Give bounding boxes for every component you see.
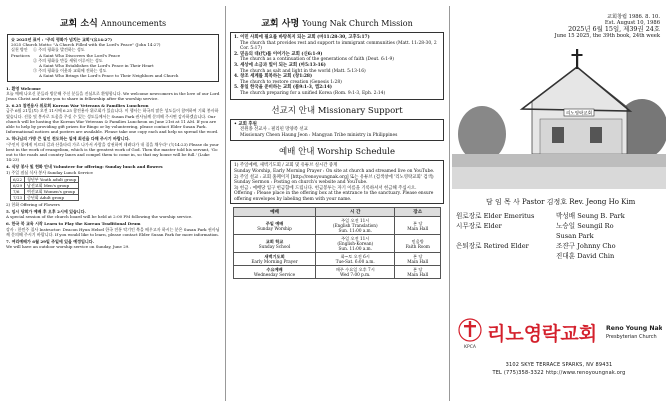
table-row [234,235,441,253]
mission-en: The church to restore creation (Genesis 1:28) [240,79,342,85]
bulletin-date-ko: 2025년 6월 15일, 제39권 24호 [568,25,660,34]
mission-item [234,85,440,96]
mission-item [234,35,440,52]
church-building-image [452,39,666,189]
pastor-line: 담 임 목 사 Pastor 김정호 Rev. Jeong Ho Kim [486,197,636,206]
staff-row [456,251,666,261]
cell: 본 당 [413,254,423,260]
motto-title-en: 2025 Church Motto: "A Church Filled with the Lord's Peace" (John 14:27) [11,42,161,48]
staff-name: 노승일 Seungil Ro [556,221,614,230]
cell: 남선교회 Men's group [24,182,78,188]
cell: 수요예배 [266,267,283,273]
motto-practice [11,47,215,78]
staff-role: 시무장로 Elder [456,221,502,230]
mission-item [234,52,440,63]
schedule-note: Sunday Sermon : Posting on church's website and YouTube. [234,180,368,186]
heading-en: Announcements [100,19,167,28]
announcements-column [4,0,222,407]
service-time [316,266,395,279]
cell: Main Hall [407,225,429,231]
practice-3: ③ 주의 평화를 이웃과 교회에 전하는 성도 [33,68,107,74]
staff-role: 은퇴장로 Retired Elder [456,241,529,250]
table-row [234,217,441,235]
table-row [11,194,79,200]
announcement-7 [6,239,220,249]
cell: 7/6 [11,188,25,194]
announcement-title: 5. 임시 당회가 예배 후 오후 2시에 있습니다. [6,209,86,215]
schedule-notes [230,160,444,204]
practice-1: ① 주의 평화를 발견하는 성도 [33,47,85,53]
table-row [234,266,441,279]
cell: Wednesday Service [253,272,296,278]
bulletin-date-en: June 15 2025, the 39th book, 24th week [554,32,660,39]
column-header: 예배 [234,208,316,217]
staff-name: 조쟌구 Johnny Cho [556,241,616,250]
mission-en: The church preparing for a unified Korea (Rom. 9:1-3, Eph. 2:14) [240,90,386,96]
cell: Sun. 11:00 a.m. [338,246,372,252]
table-row [234,253,441,266]
mission-ko: 3. 세상에 소금과 빛이 되는 교회 (마5:13-16) [234,62,326,68]
heading-en: Young Nak Church Mission [302,19,413,28]
cell: 새벽기도회 [264,254,285,260]
bulletin-info [452,14,666,39]
announcement-title: 7. 여리예배가 6월 29일 주일에 있을 예정입니다. [6,239,94,245]
service-name [234,235,316,253]
announcement-title: 4. 식당 봉사 및 헌화 안내 Volunteer for offering: Sunday lunch and flowers [6,164,163,170]
practice-2-en: A Saint Who Establishes the Lord's Peace in Their Heart [39,63,154,69]
cell: Sun. 11:00 a.m. [338,228,372,234]
church-address: 3102 SKYE TERRACE SPARKS, NV 89431 [505,362,613,368]
schedule-note: Sunday Worship, Early Morning Prayer : On site at church and streamed live on YouTube. [234,168,435,174]
heading-ko: 예배 안내 [278,147,315,158]
logo-seal-text: KPCA [464,345,476,350]
table-header-row [234,208,441,217]
cell: 여선교회 Women's group [24,188,78,194]
cell: Early Morning Prayer [251,259,298,265]
practice-1-en: A Saint Who Discovers the Lord's Peace [39,52,121,58]
cell: Tue-Sat. 6:00 a.m. [335,259,375,265]
announcement-2 [6,103,220,134]
church-contact: TEL (775)358-3322 http://www.renoyoungnak.org [492,370,626,376]
service-place [395,253,441,266]
practice-3-en: A Saint Who Brings the Lord's Peace to Their Neighbors and Church [39,73,179,79]
missionary-heading [228,104,446,116]
church-logo-block [456,312,662,376]
heading-ko: 선교지 안내 [271,105,316,116]
missionary-line: • 교회 후원 [234,121,257,127]
cell: 6/22 [11,176,25,182]
cell: Sunday School [258,243,291,249]
mission-ko: 4. 창조 세계를 회복하는 교회 (창1:28) [234,74,313,80]
cell: 7/13 [11,194,25,200]
motto-title: ☆ 2025년 표어 : "주의 평화가 넘치는 교회"(요14:27) [11,37,113,42]
announcement-body: 강사 : 한민주 집사 Instructor: Deacon Hyun Helsel 한국 전통 악기인 북을 배우고자 하시는 분은 Susan Park 권사님께 문의해 주시기 바랍니다. If you would like to learn, please contact Elder Susan Park for more information. [6,226,220,237]
announcement-body: "주인이 종에게 이르되 길과 산울타리 가로 나가서 사람을 강권하여 데려다가 내 집을 채우라" (눅14:23) Please do your best in the work of evangelism, which is the greatest work of God. Then the master told his servant, 'Go out to the roads and country lanes and compel them to come in, so that my house will be full.' (Luke 14:23) [6,141,219,163]
missionary-box [230,119,444,142]
schedule-note: 1) 주일예배, 새벽기도회 / 교회 및 유튜브 실시간 중계 [234,163,338,169]
mission-ko: 5. 통일 한국을 준비하는 교회 (롬9:1-3, 엡2:14) [234,85,332,91]
church-logo [456,312,662,356]
schedule-note: Offering : Please place in the offering box at the entrance to the sanctuary. Please ensure offering envelopes by labeling them with your name. [234,191,434,202]
practices-label-en: Practices [11,52,30,58]
motto-box [7,34,219,82]
practices-label: 실천 방안 [11,47,28,53]
mission-ko: 2. 믿음의 대(代)를 이어가는 교회 (신6:1-9) [234,51,323,57]
cell: 교회 학교 [265,238,284,244]
staff-row [456,241,666,251]
mission-ko: 1. 이민 사회에 필요를 바탕복지 되는 교회 (마11:28-30, 고후5:17) [234,35,370,40]
cell: (English Translation) [332,223,378,229]
mission-heading [228,16,446,29]
staff-row [456,211,666,221]
staff-name: Susan Park [556,231,594,240]
column-divider [449,6,450,401]
cell: 6/29 [11,182,25,188]
schedule-note: 2) 주일 설교 : 교회 홈페이지 [http://renoyoungnak.org] 또는 유튜브 (검색창에 '리노영락교회' 검색) [234,174,434,180]
staff-row [456,221,666,231]
lunch-schedule-table [10,176,79,201]
announcement-title: 6. 한국 북 교육 시작 Learn to Play the Korean Traditional Drum [6,221,141,227]
cell: 주일 오전 11시 [341,236,370,242]
mission-en: The church as salt and light in the world (Matt. 5:13-16) [240,68,366,74]
table-row [11,182,79,188]
mission-en: The church as a continuation of the generations of faith (Deut. 6:1-9) [240,57,394,63]
cell: (English-Korean) [337,241,374,247]
service-time [316,253,395,266]
mission-en: The church that provides rest and support to immigrant communities (Matt. 11:28-30, 2 Cor. 5:17) [240,40,437,52]
church-sign-text: 리노영락교회 [565,111,593,117]
schedule-note: 3) 헌금 : 예배당 입구 헌금함에 드립니다. 헌금봉투는 자기 이름을 기록하셔서 헌금해 주십시오. [234,185,417,191]
logo-english-name-1: Reno Young Nak [606,325,662,332]
cell: Wed 7:00 p.m. [339,272,371,278]
cell: Main Hall [407,272,429,278]
table-row [11,176,79,182]
service-place [395,235,441,253]
mission-item [234,74,440,85]
announcement-4 [6,164,220,207]
cell: Sunday Worship [257,225,292,231]
staff-list [452,211,666,261]
founded-en: Est. August 10, 1986 [604,20,660,27]
practice-2: ② 주의 평화를 만들 세워 이루어는 성도 [33,57,103,63]
cover-column [452,0,666,407]
logo-korean-name: 리노영락교회 [487,323,598,345]
cell: 주일 오전 11시 [341,218,370,224]
mission-column [228,0,446,407]
service-time [316,217,395,235]
announcement-body: 1) 주일 점심 식사 봉사 Sunday Lunch Service [6,169,93,175]
column-header: 장소 [395,208,441,217]
service-name [234,253,316,266]
flowers-note: 2) 헌화 Offering of Flowers [6,201,60,207]
mission-box [230,32,444,100]
cell: 화~토 오전 6시 [340,254,370,260]
heading-en: Worship Schedule [317,147,396,158]
announcement-6 [6,221,220,237]
schedule-heading [228,145,446,157]
announcement-body: A special session of the church board will be held at 2:00 PM following the worship service. [6,214,193,220]
heading-ko: 교회 소식 [59,19,98,29]
cell: 매주 수요일 오후 7시 [335,267,375,273]
service-time [316,235,395,253]
announcement-title: 3. 하나님의 가방 큰 일인 전도하는 일에 최선을 다해 주시기 바랍니다. [6,136,130,142]
cell: 본 당 [413,220,423,226]
heading-ko: 교회 사명 [261,19,300,29]
founded-ko: 교회창립 1986. 8. 10. [606,14,660,20]
announcements-heading [4,16,222,29]
announcement-title: 2. 6.25 참전용사 위로회 Korean War Veterans & Families Luncheon [6,103,149,109]
staff-role: 원로장로 Elder Emeritus [456,211,535,220]
announcement-3 [6,136,220,162]
cell: Faith Room [405,243,430,249]
column-divider [225,6,226,401]
missionary-line: 전원종 선교사 : 필리핀 망양족 선교 [240,127,308,133]
staff-row [456,231,666,241]
heading-en: Missionary Support [317,105,403,116]
mission-item [234,63,440,74]
announcement-1 [6,86,220,102]
staff-name: 박성배 Seung B. Park [556,211,625,220]
announcement-body: 오늘 예배 나오신 분들과 방문해 주신 분들을 진심으로 환영합니다. We welcome newcomers in the love of our Lord Jesus Christ and invite you to share in fellowship after the worship service. [6,90,220,102]
staff-role [456,231,556,241]
missionary-line: Missionary Cheon Haung Jeon : Mangyan Tribe ministry in Philippines [240,132,398,138]
announcement-title: 1. 환영 Welcome [6,85,41,91]
staff-role [456,251,556,261]
cell: 믿음방 [411,238,424,244]
announcement-body: We will have an outdoor worship service on Sunday, June 29. [6,244,130,250]
worship-schedule-table [233,207,441,279]
announcement-5 [6,209,220,219]
announcement-body: 금주 6월 21일(토) 오전 11시에 6.25 참전용사 위로회가 있습니다. 이 행사는 하국의 많은 성도들이 참여하여 기회 봉사하였습니다. 선물 및 봉사로 도움을 주실 수 있는 성도들께서는 Susan Park 권사님께 문의해 주시면 감사하겠습니다. Our church will be hosting the Korean War Veterans & Families Luncheon on June 21st at 11 AM. If you are able to help by providing gift prizes for Bingo or by volunteering, please contact Elder Susan Park. Informational notices and posters are available. Please take one copy each and help us spread the word. [6,108,219,135]
cell: 중년회 Adult group [24,194,78,200]
staff-name: 진대훈 David Chin [556,251,615,260]
column-header: 시 간 [316,208,395,217]
cell: Main Hall [407,259,429,265]
logo-english-name-2: Presbyterian Church [606,334,657,340]
service-place [395,217,441,235]
cell: 청년부 Youth adult group [24,176,78,182]
service-place [395,266,441,279]
service-name [234,266,316,279]
service-name [234,217,316,235]
cell: 주일 예배 [265,220,284,226]
cell: 본 당 [413,267,423,273]
